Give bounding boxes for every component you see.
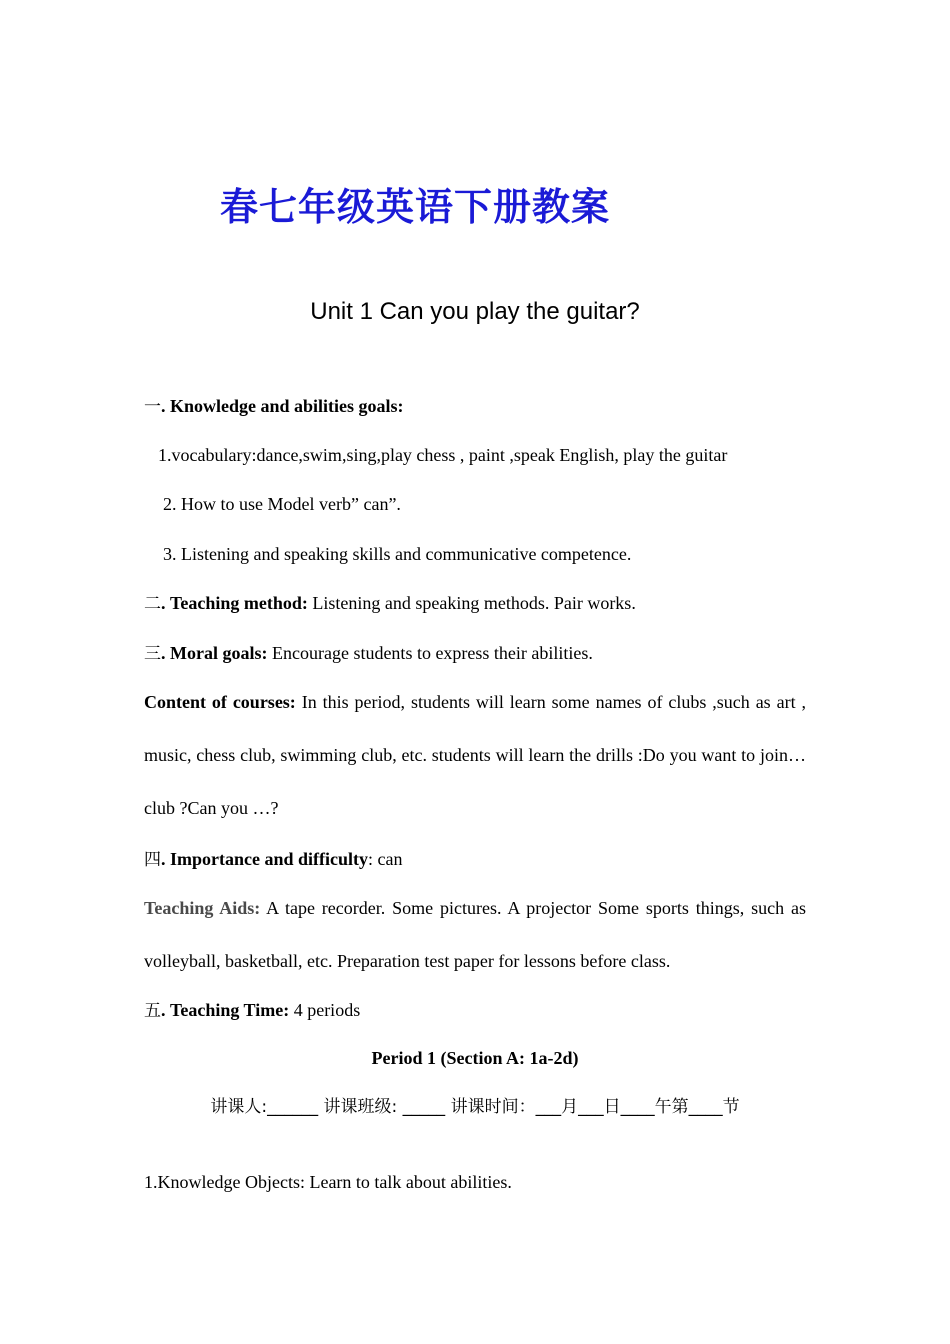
section-label: . Moral goals: bbox=[161, 643, 268, 663]
section-label: . Teaching Time: bbox=[161, 1000, 290, 1020]
aids-text: A tape recorder. Some pictures. A projector Some sports things, such as volleyball, basketball, etc. Preparation test paper for lessons before class. bbox=[144, 898, 806, 971]
knowledge-objects: 1.Knowledge Objects: Learn to talk about abilities. bbox=[144, 1172, 512, 1192]
goal-item-2: 2. How to use Model verb” can”. bbox=[163, 494, 401, 514]
section-importance bbox=[144, 847, 402, 872]
section-text: 4 periods bbox=[289, 1000, 361, 1020]
section-label: . Knowledge and abilities goals: bbox=[161, 396, 404, 416]
content-of-courses bbox=[144, 676, 806, 835]
section-label: . Importance and difficulty bbox=[161, 849, 368, 869]
goal-item-3: 3. Listening and speaking skills and communicative competence. bbox=[163, 544, 632, 564]
section-number: 二 bbox=[144, 594, 161, 614]
section-text: Encourage students to express their abilities. bbox=[267, 643, 593, 663]
section-teaching-time bbox=[144, 998, 360, 1023]
section-text: Listening and speaking methods. Pair works. bbox=[307, 593, 636, 613]
section-number: 四 bbox=[144, 850, 161, 870]
section-teaching-method bbox=[144, 591, 636, 616]
section-label: . Teaching method: bbox=[161, 593, 308, 613]
content-label: Content of courses: bbox=[144, 692, 296, 712]
lecture-info-line: 讲课人:______ 讲课班级: _____ 讲课时间：___月___日____午第____节 bbox=[210, 1097, 740, 1117]
document-title: 春七年级英语下册教案 bbox=[220, 185, 611, 229]
section-moral-goals bbox=[144, 641, 593, 666]
section-number: 一 bbox=[144, 397, 161, 417]
teaching-aids bbox=[144, 882, 806, 988]
period-heading: Period 1 (Section A: 1a-2d) bbox=[371, 1048, 579, 1068]
content-text: In this period, students will learn some names of clubs ,such as art , music, chess club, swimming club, etc. students will learn the drills :Do you want to join…club ?Can you …? bbox=[144, 692, 806, 818]
section-text: : can bbox=[368, 849, 403, 869]
section-number: 三 bbox=[144, 644, 161, 664]
section-number: 五 bbox=[144, 1001, 161, 1021]
section-knowledge-goals bbox=[144, 394, 404, 419]
goal-item-1: 1.vocabulary:dance,swim,sing,play chess , paint ,speak English, play the guitar bbox=[158, 445, 728, 465]
unit-title: Unit 1 Can you play the guitar? bbox=[310, 298, 640, 325]
aids-label: Teaching Aids: bbox=[144, 898, 261, 918]
